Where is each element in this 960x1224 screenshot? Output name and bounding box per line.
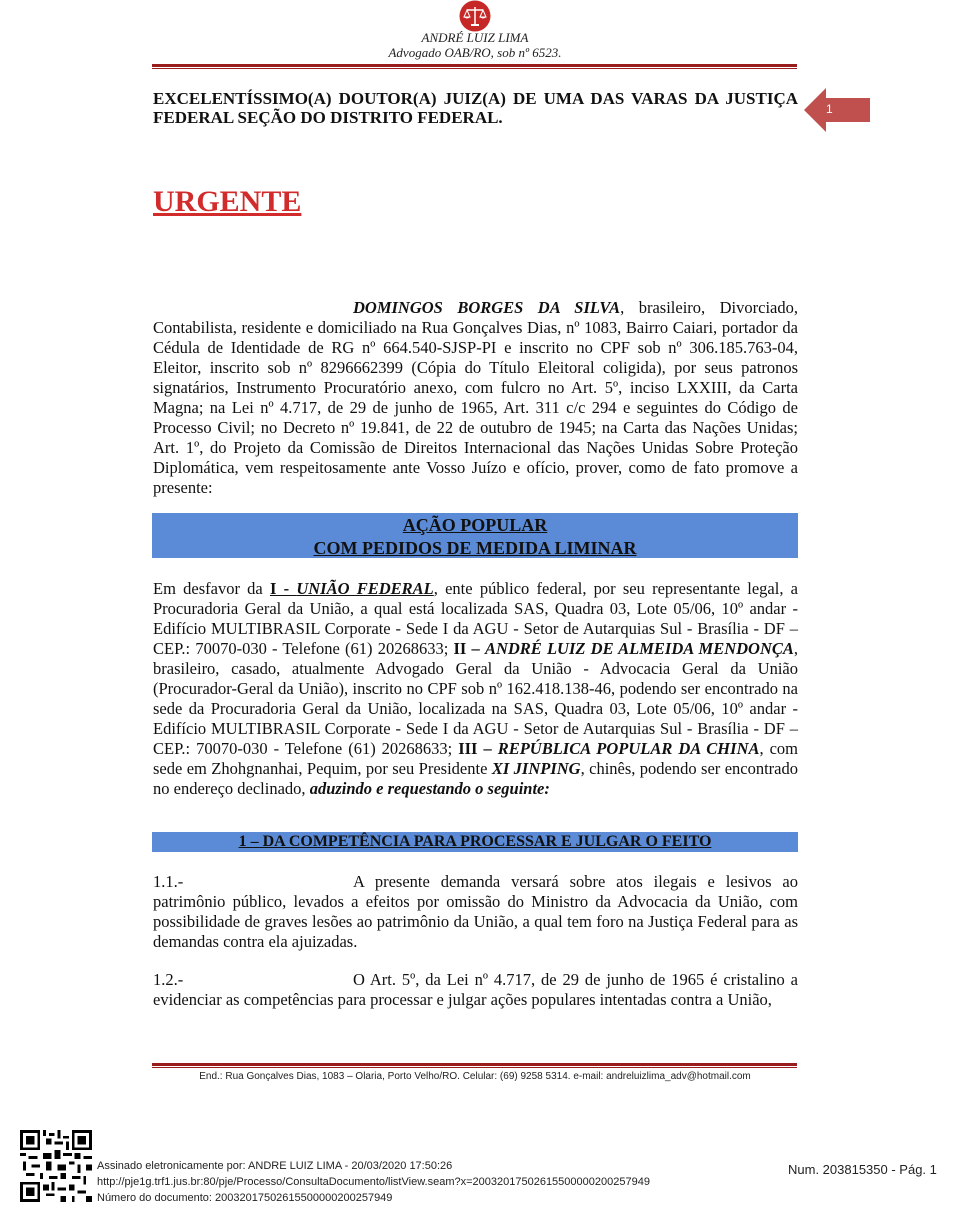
urgent-label: URGENTE xyxy=(153,185,302,218)
header-rule xyxy=(152,64,797,67)
scales-of-justice-icon xyxy=(458,0,492,32)
intro-paragraph xyxy=(153,298,798,498)
defendants-text: , chinês, podendo ser encontrado no endereço declinado, xyxy=(153,759,798,798)
signature-doc-number: Número do documento: 20032017502615500000200257949 xyxy=(97,1192,393,1204)
action-title-banner xyxy=(152,513,798,558)
signature-url[interactable]: http://pje1g.trf1.jus.br:80/pje/Processo/ConsultaDocumento/listView.seam?x=20032017502615500000200257949 xyxy=(97,1176,650,1188)
defendant-1-number: I - xyxy=(269,579,297,598)
defendants-paragraph xyxy=(153,579,798,799)
paragraph-1-1-number: 1.1.- xyxy=(153,872,184,891)
letterhead-name: ANDRÉ LUIZ LIMA xyxy=(421,30,529,45)
intro-text: , brasileiro, Divorciado, Contabilista, residente e domiciliado na Rua Gonçalves Dias, nº 1083, Bairro Caiari, portador da Cédula de Identidade de RG nº 664.540-SJSP-PI e inscrito no CPF sob nº 306.185.763-04, Eleitor, inscrito sob nº 8296662399 (Cópia do Título Eleitoral coligida), por seus patronos signatários, Instrumento Procuratório anexo, com fulcro no Art. 5º, inciso LXXIII, da Carta Magna; na Lei nº 4.717, de 29 de junho de 1965, Art. 311 c/c 294 e seguintes do Código de Processo Civil; no Decreto nº 19.841, de 22 de outubro de 1945; na Carta das Nações Unidas; Art. 1º, do Projeto da Comissão de Direitos Internacional das Nações Unidas Sobre Proteção Diplomática, vem respeitosamente ante Vosso Juízo e ofício, prover, como de fato promove a presente: xyxy=(153,298,798,497)
defendants-text: , com sede em Zhohgnanhai, Pequim, por seu Presidente xyxy=(153,739,798,778)
addressee-heading: EXCELENTÍSSIMO(A) DOUTOR(A) JUIZ(A) DE UMA DAS VARAS DA JUSTIÇA FEDERAL SEÇÃO DO DISTRITO FEDERAL. xyxy=(153,89,798,127)
president-name: XI JINPING xyxy=(491,759,581,778)
plaintiff-name: DOMINGOS BORGES DA SILVA xyxy=(353,298,621,317)
action-title-line2: COM PEDIDOS DE MEDIDA LIMINAR xyxy=(313,538,637,558)
defendants-text: , ente público federal, por seu representante legal, a Procuradoria Geral da União, a qual está localizada SAS, Quadra 03, Lote 05/06, 10º andar - Edifício MULTIBRASIL Corporate - Sede I da AGU - Setor de Autarquias Sul - Brasília - DF – CEP.: 70070-030 - Telefone (61) 20268633; xyxy=(153,579,799,658)
defendants-text: Em desfavor da xyxy=(153,579,270,598)
page-reference: Num. 203815350 - Pág. 1 xyxy=(788,1162,937,1177)
defendants-text: , brasileiro, casado, atualmente Advogado Geral da União - Advocacia Geral da União (Procurador-Geral da União), inscrito no CPF sob nº 162.418.138-46, podendo ser encontrado na sede da Procuradoria Geral da União, localizada na SAS, Quadra 03, Lote 05/06, 10º andar - Edifício MULTIBRASIL Corporate - Sede I da AGU - Setor de Autarquias Sul - Brasília - DF – CEP.: 70070-030 - Telefone (61) 20268633; xyxy=(153,639,799,758)
paragraph-1-1-text: A presente demanda versará sobre atos ilegais e lesivos ao patrimônio público, levados a efeitos por omissão do Ministro da Advocacia da União, com possibilidade de graves lesões ao patrimônio da União, a qual tem foro na Justiça Federal para as demandas contra ela ajuizadas. xyxy=(153,872,798,951)
footer-address: End.: Rua Gonçalves Dias, 1083 – Olaria, Porto Velho/RO. Celular: (69) 9258 5314. e-mail: andreluizlima_adv@hotmail.com xyxy=(199,1071,751,1082)
footer-rule-thin xyxy=(152,1067,797,1068)
paragraph-1-2-number: 1.2.- xyxy=(153,970,184,989)
letterhead-oab: Advogado OAB/RO, sob nº 6523. xyxy=(388,45,562,60)
defendant-2-number: II – xyxy=(453,639,485,658)
defendant-3-name: REPÚBLICA POPULAR DA CHINA xyxy=(497,739,760,758)
footer-rule xyxy=(152,1063,797,1066)
header-rule-thin xyxy=(152,68,797,69)
paragraph-1-1 xyxy=(153,872,798,952)
defendants-closing: aduzindo e requestando o seguinte: xyxy=(309,779,550,798)
section-1-banner xyxy=(152,832,798,852)
action-title-line1: AÇÃO POPULAR xyxy=(402,515,548,535)
paragraph-1-2 xyxy=(153,970,798,1010)
signature-signed-by: Assinado eletronicamente por: ANDRE LUIZ LIMA - 20/03/2020 17:50:26 xyxy=(97,1160,453,1172)
defendant-1-name: UNIÃO FEDERAL xyxy=(296,579,434,598)
page-marker-number: 1 xyxy=(826,102,833,116)
defendant-2-name: ANDRÉ LUIZ DE ALMEIDA MENDONÇA xyxy=(484,639,794,658)
defendant-3-number: III – xyxy=(458,739,498,758)
paragraph-1-2-text: O Art. 5º, da Lei nº 4.717, de 29 de junho de 1965 é cristalino a evidenciar as competências para processar e julgar ações populares intentadas contra a União, xyxy=(153,970,798,1009)
qr-code-icon[interactable] xyxy=(20,1130,92,1202)
section-1-heading: 1 – DA COMPETÊNCIA PARA PROCESSAR E JULGAR O FEITO xyxy=(238,833,712,850)
